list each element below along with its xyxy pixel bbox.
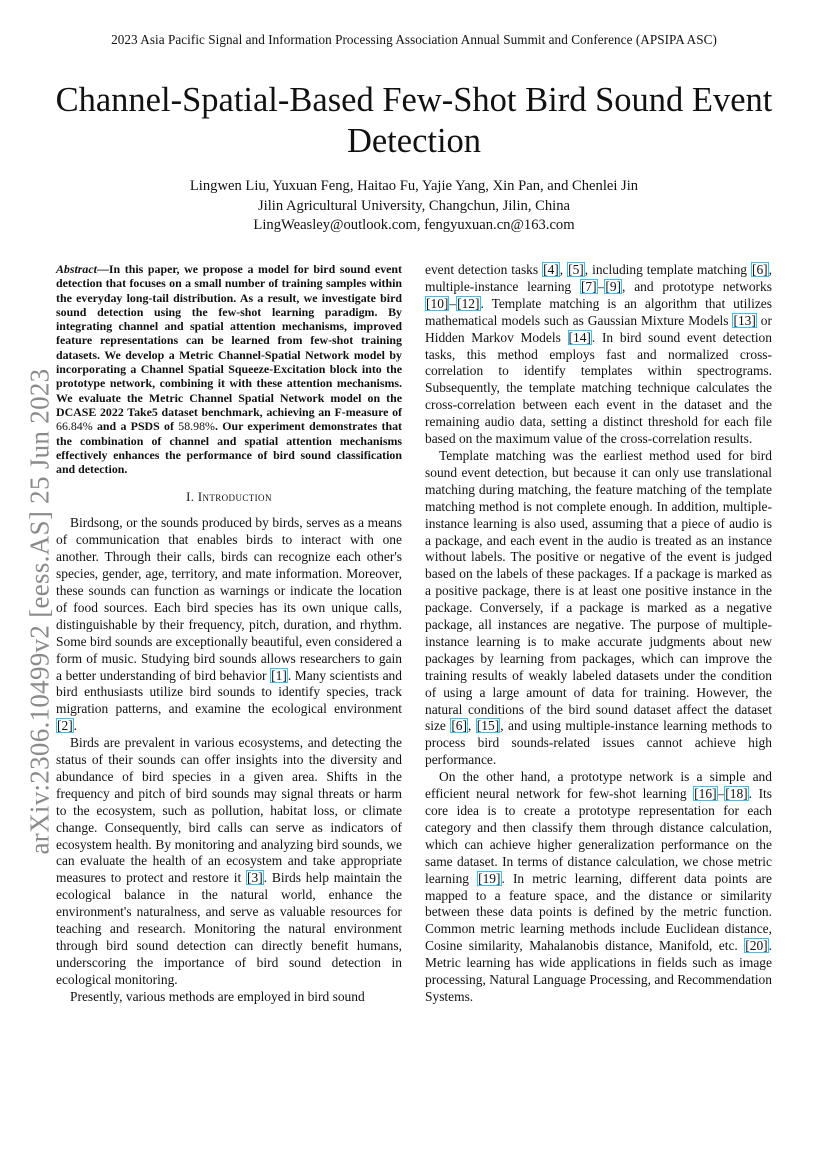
paragraph-text: . Birds help maintain the ecological balance in the natural world, enhance the environment's naturalness, and serve as valuable resources for teaching and research. Monitoring the natural environment through bird sound detection can directly benefit humans, underscoring the importance of bird sound detection in ecological monitoring. [56, 870, 402, 987]
paragraph-text: , multiple-instance learning [425, 262, 773, 294]
citation-link[interactable]: [6] [751, 262, 768, 277]
paragraph-text: . [73, 718, 78, 734]
paragraph-text: – [597, 278, 605, 294]
paragraph-text: or Hidden Markov Models [425, 312, 772, 345]
citation-link[interactable]: [13] [733, 312, 756, 328]
author-emails: LingWeasley@outlook.com, fengyuxuan.cn@163.com [253, 217, 575, 233]
intro-paragraph-1 [56, 515, 402, 735]
abstract-text-1: In this paper, we propose a model for bird sound event detection that focuses on a small number of training samples within the everyday long-tail distribution. As a result, we investigate bird sound detection using the few-shot learning paradigm. By integrating channel and spatial attention mechanisms, improved feature representations can be learned from few-shot training datasets. We develop a Metric Channel-Spatial Network model by incorporating a Channel Spatial Squeeze-Excitation block into the prototype network, combining it with these attention mechanisms. We evaluate the Metric Channel Spatial Network model on the DCASE 2022 Take5 dataset benchmark, achieving an F-measure of [56, 262, 402, 419]
abstract [56, 262, 402, 476]
arxiv-stamp-text: arXiv:2306.10499v2 [eess.AS] 25 Jun 2023 [24, 368, 55, 854]
abstract-label: Abstract [56, 262, 97, 276]
section-heading [56, 489, 402, 506]
paragraph-text: On the other hand, a prototype network is a simple and efficient neural network for few-shot learning [425, 769, 772, 802]
paragraph-text: Birds are prevalent in various ecosystems, and detecting the status of their sounds can offer insights into the diversity and abundance of bird species in a given area. Shifts in the frequency and pitch of bird sounds may signal threats or harm to the ecosystem, such as pollution, habitat loss, or climate change. Consequently, bird calls can serve as indicators of ecosystem health. By monitoring and analyzing bird sounds, we can evaluate the health of an ecosystem and take appropriate measures to protect and restore it [56, 735, 402, 886]
section-number: I. [186, 490, 195, 505]
paragraph-text: , [559, 262, 568, 277]
citation-link[interactable]: [5] [568, 262, 584, 277]
section-title: Introduction [197, 490, 272, 505]
paragraph-text: . Many scientists and bird enthusiasts utilize bird sounds to identify species, track migration patterns, and examine the ecological environment [56, 667, 402, 717]
author-affiliation: Jilin Agricultural University, Changchun, Jilin, China [258, 197, 570, 214]
intro-paragraph-4 [425, 448, 772, 769]
citation-link[interactable]: [6] [451, 718, 467, 734]
citation-link[interactable]: [16] [694, 786, 717, 802]
citation-link[interactable]: [18] [725, 786, 748, 802]
paragraph-text: event detection tasks [425, 262, 543, 277]
paragraph-text: – [449, 295, 457, 311]
abstract-text-2: and a PSDS of [92, 419, 179, 434]
citation-link[interactable]: [12] [457, 295, 480, 311]
arxiv-stamp [20, 361, 60, 861]
title-line-2: Detection [346, 122, 482, 160]
paper-title [40, 80, 788, 162]
citation-link[interactable]: [19] [478, 870, 501, 886]
intro-paragraph-3-cont [425, 262, 772, 448]
citation-link[interactable]: [1] [271, 667, 287, 683]
paragraph-text: . Template matching is an algorithm that utilizes mathematical models such as Gaussian Mixture Models [425, 295, 772, 328]
paragraph-text: Birdsong, or the sounds produced by birds, serves as a means of communication that enables birds to interact with one another. Through their calls, birds can recognize each other's species, gender, age, territory, and mate information. Moreover, these sounds can function as warnings or indicate the location of food sources. Each bird species has its own unique calls, distinguishable by their frequency, pitch, duration, and rhythm. Some bird sounds are exceptionally beautiful, even considered a form of music. Studying bird sounds allows researchers to gain a better understanding of bird behavior [56, 515, 402, 683]
paragraph-text: . Its core idea is to create a prototype representation for each category and then classify them through distance calculation, which can achieve higher generalization performance on the same dataset. In terms of distance calculation, we chose metric learning [425, 786, 773, 886]
citation-link[interactable]: [4] [543, 262, 559, 277]
citation-link[interactable]: [9] [605, 278, 622, 294]
paragraph-text: , including template matching [584, 262, 751, 277]
intro-paragraph-2 [56, 735, 402, 989]
abstract-psds: 58.98% [178, 419, 215, 434]
paragraph-text: , [468, 718, 476, 734]
title-line-1: Channel-Spatial-Based Few-Shot Bird Sound Event [55, 81, 773, 119]
right-column [425, 262, 772, 1006]
citation-link[interactable]: [14] [568, 329, 591, 345]
citation-link[interactable]: [3] [247, 870, 263, 886]
citation-link[interactable]: [10] [426, 295, 449, 311]
abstract-text-3: . Our experiment demonstrates that the combination of channel and spatial attention mechanisms effectively enhances the performance of bird sound classification and detection. [56, 419, 402, 477]
citation-link[interactable]: [2] [57, 718, 73, 734]
abstract-dash: — [96, 262, 109, 276]
paragraph-text: , and prototype networks [622, 278, 772, 294]
citation-link[interactable]: [7] [580, 278, 597, 294]
paragraph-text: . In bird sound event detection tasks, this method employs fast and normalized cross-correlation to identify templates within spectrograms. Subsequently, the template matching technique calculates the cross-correlation between each event in the dataset and the remaining audio data, setting a distinct threshold for each file based on the maximum value of the cross-correlation results. [425, 329, 772, 447]
paragraph-text: . In metric learning, different data points are mapped to a feature space, and the distance or similarity between these data points is defined by the metric function. Common metric learning methods include Euclidean distance, Cosine similarity, Mahalanobis distance, Manifold, etc. [425, 870, 772, 954]
author-block [0, 177, 828, 236]
intro-paragraph-5 [425, 769, 772, 1006]
conference-header: 2023 Asia Pacific Signal and Information Processing Association Annual Summit and Conference (APSIPA ASC) [111, 32, 717, 47]
paragraph-text: . Metric learning has wide applications in fields such as image processing, Natural Language Processing, and Recommendation Systems. [425, 938, 772, 1004]
paragraph-text: Template matching was the earliest method used for bird sound event detection, but because it can only use translational matching during matching, the feature matching of the template matching method is not complete enough. In addition, multiple-instance learning is also used, assuming that a piece of audio is a package, and each event in the audio is treated as an instance without labels. The positive or negative of the event is judged based on the labels of these packages. If a package is marked as a positive package, there is at least one positive instance in the package. Conversely, if a package is marked as a negative package, all instances are negative. The purpose of multiple-instance learning is to make accurate judgments about new packages by learning from packages, which can improve the training results of weakly labeled datasets under the condition of using a large amount of data for training. However, the natural conditions of the bird sound dataset affect the dataset size [425, 447, 772, 734]
intro-paragraph-3 [56, 989, 402, 1006]
author-names: Lingwen Liu, Yuxuan Feng, Haitao Fu, Yajie Yang, Xin Pan, and Chenlei Jin [189, 178, 639, 194]
citation-link[interactable]: [15] [476, 718, 500, 734]
left-column [56, 262, 402, 1006]
abstract-fmeasure: 66.84% [56, 419, 93, 434]
citation-link[interactable]: [20] [745, 938, 768, 954]
paragraph-text: , and using multiple-instance learning methods to process bird sounds-related issues cannot achieve high performance. [425, 718, 772, 768]
paragraph-text: – [717, 786, 725, 802]
paragraph-text: Presently, various methods are employed in bird sound [70, 988, 365, 1004]
